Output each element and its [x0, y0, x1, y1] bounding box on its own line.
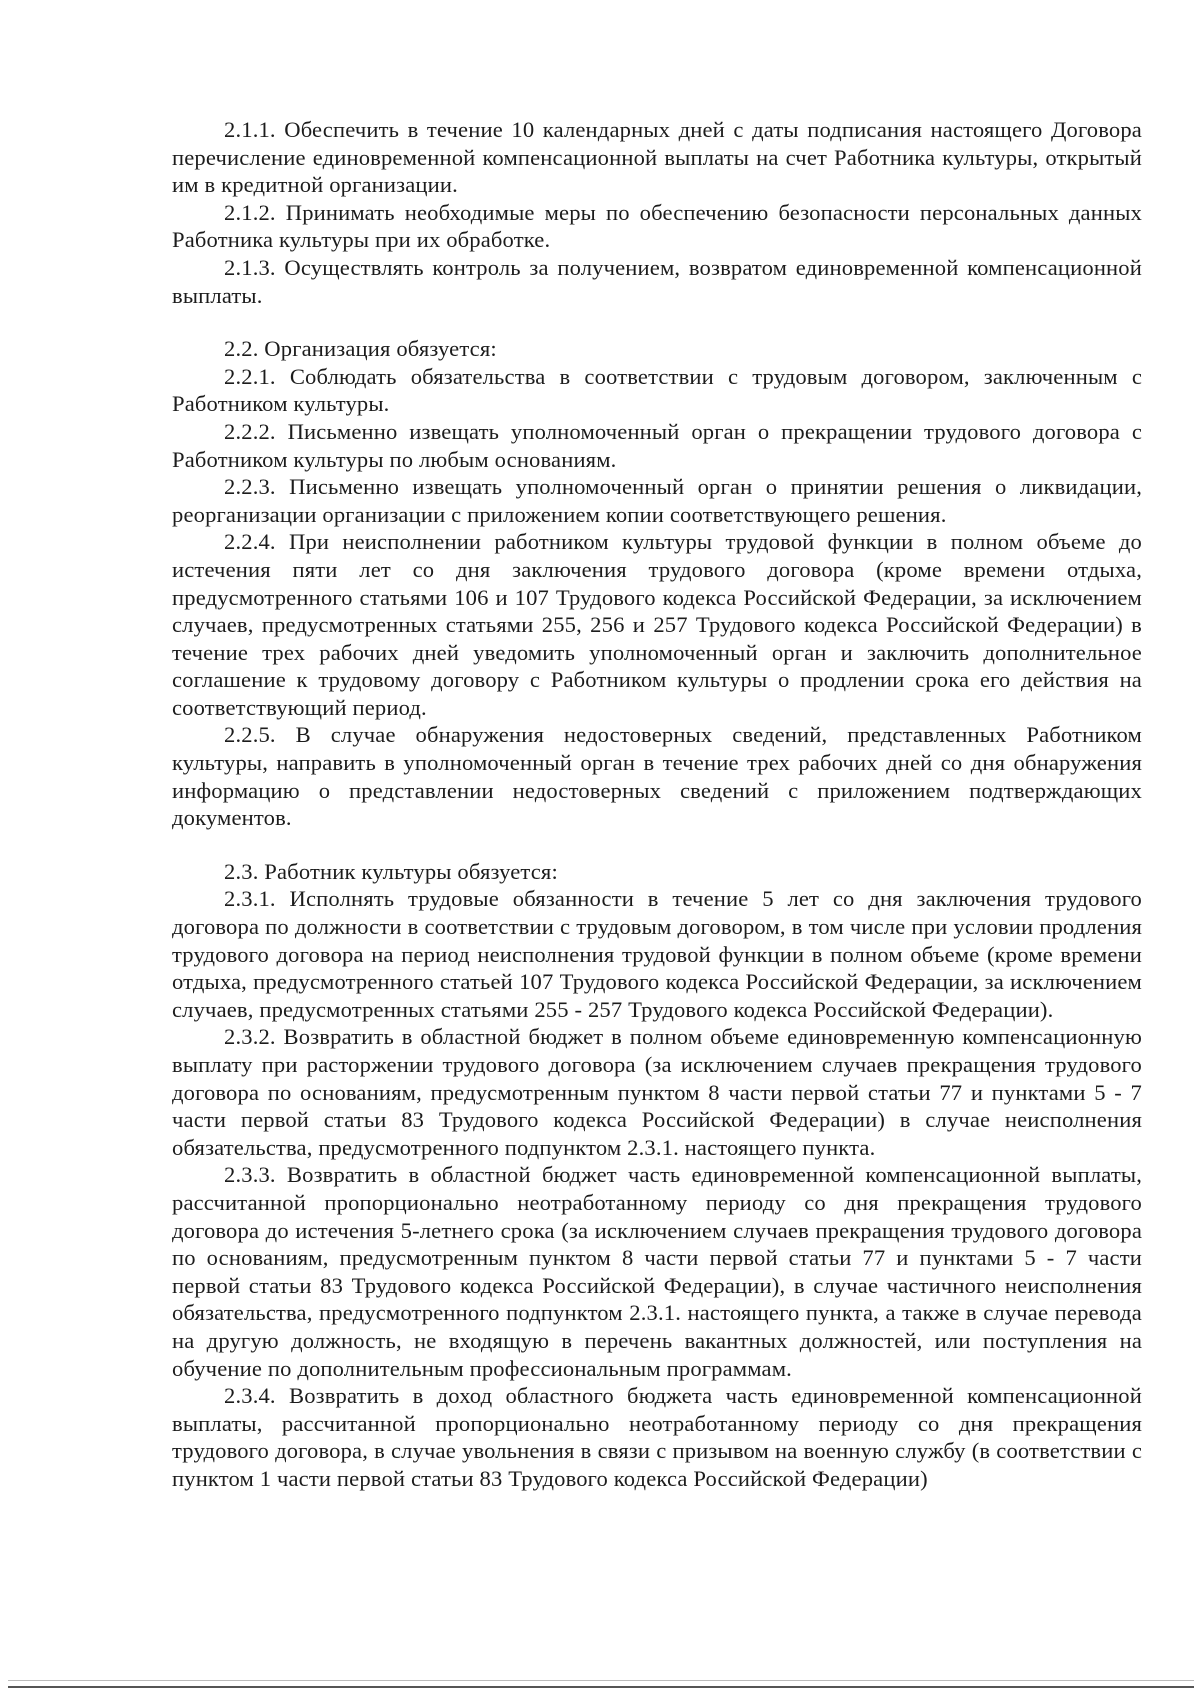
page-bottom-divider: [8, 1686, 1194, 1688]
clause-2-3-2: 2.3.2. Возвратить в областной бюджет в полном объеме единовременную компенсационную выплату при расторжении трудового договора (за исключением случаев прекращения трудового договора по основаниям, предусмотренным пунктом 8 части первой статьи 77 и пунктами 5 - 7 части первой статьи 83 Трудового кодекса Российской Федерации) в случае неисполнения обязательства, предусмотренного подпунктом 2.3.1. настоящего пункта.: [172, 1024, 1142, 1160]
scan-edge-line: [8, 1680, 1194, 1681]
clause-2-1-2: 2.1.2. Принимать необходимые меры по обеспечению безопасности персональных данных Работника культуры при их обработке.: [172, 199, 1142, 253]
clause-2-1-3: 2.1.3. Осуществлять контроль за получением, возвратом единовременной компенсационной выплаты.: [172, 254, 1142, 308]
section-2-2-heading: 2.2. Организация обязуется:: [224, 336, 497, 362]
clause-2-2-3: 2.2.3. Письменно извещать уполномоченный орган о принятии решения о ликвидации, реорганизации организации с приложением копии соответствующего решения.: [172, 474, 1142, 527]
clause-2-1-1: 2.1.1. Обеспечить в течение 10 календарных дней с даты подписания настоящего Договора перечисление единовременной компенсационной выплаты на счет Работника культуры, открытый им в кредитной организации.: [172, 117, 1142, 198]
document-page: [172, 116, 1142, 1493]
section-2-3-heading: 2.3. Работник культуры обязуется:: [224, 858, 558, 884]
section-spacer: [172, 309, 1142, 335]
clause-2-2-2: 2.2.2. Письменно извещать уполномоченный орган о прекращении трудового договора с Работником культуры по любым основаниям.: [172, 418, 1142, 472]
clause-2-3-1: 2.3.1. Исполнять трудовые обязанности в течение 5 лет со дня заключения трудового договора по должности в соответствии с трудовым договором, в том числе при условии продления трудового договора на период неисполнения трудовой функции в полном объеме (кроме времени отдыха, предусмотренного статьей 107 Трудового кодекса Российской Федерации, за исключением случаев, предусмотренных статьями 255 - 257 Трудового кодекса Российской Федерации).: [172, 886, 1142, 1022]
clause-2-2-4: 2.2.4. При неисполнении работником культуры трудовой функции в полном объеме до истечения пяти лет со дня заключения трудового договора (кроме времени отдыха, предусмотренного статьями 106 и 107 Трудового кодекса Российской Федерации, за исключением случаев, предусмотренных статьями 255, 256 и 257 Трудового кодекса Российской Федерации) в течение трех рабочих дней уведомить уполномоченный орган и заключить дополнительное соглашение к трудовому договору с Работником культуры о продлении срока его действия на соответствующий период.: [172, 529, 1142, 720]
clause-2-3-3: 2.3.3. Возвратить в областной бюджет часть единовременной компенсационной выплаты, рассчитанной пропорционально неотработанному периоду со дня прекращения трудового договора до истечения 5-летнего срока (за исключением случаев прекращения трудового договора по основаниям, предусмотренным пунктом 8 части первой статьи 77 и пунктами 5 - 7 части первой статьи 83 Трудового кодекса Российской Федерации), в случае частичного неисполнения обязательства, предусмотренного подпунктом 2.3.1. настоящего пункта, а также в случае перевода на другую должность, не входящую в перечень вакантных должностей, или поступления на обучение по дополнительным профессиональным программам.: [172, 1162, 1142, 1381]
clause-2-3-4: 2.3.4. Возвратить в доход областного бюджета часть единовременной компенсационной выплаты, рассчитанной пропорционально неотработанному периоду со дня прекращения трудового договора, в случае увольнения в связи с призывом на военную службу (в соответствии с пунктом 1 части первой статьи 83 Трудового кодекса Российской Федерации): [172, 1383, 1142, 1491]
clause-2-2-1: 2.2.1. Соблюдать обязательства в соответствии с трудовым договором, заключенным с Работником культуры.: [172, 363, 1142, 417]
section-spacer: [172, 832, 1142, 858]
clause-2-2-5: 2.2.5. В случае обнаружения недостоверных сведений, представленных Работником культуры, направить в уполномоченный орган в течение трех рабочих дней со дня обнаружения информацию о представлении недостоверных сведений с приложением подтверждающих документов.: [172, 722, 1142, 831]
